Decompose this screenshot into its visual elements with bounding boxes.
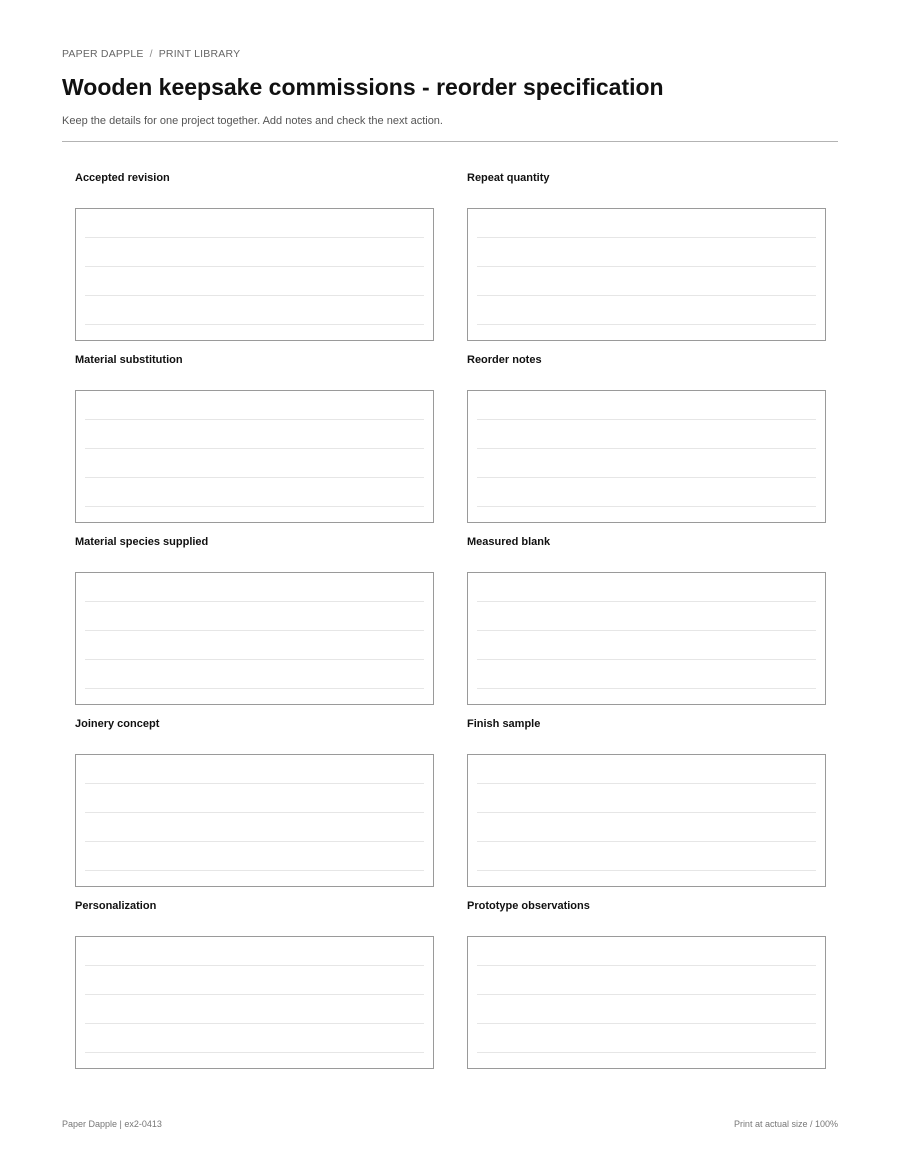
field-label: Material species supplied xyxy=(75,536,209,548)
writing-line xyxy=(477,688,816,689)
writing-line xyxy=(477,506,816,507)
field-label: Personalization xyxy=(75,900,157,912)
writing-line xyxy=(477,630,816,631)
field-label: Reorder notes xyxy=(467,354,542,366)
writing-box[interactable] xyxy=(467,208,826,341)
field-label: Finish sample xyxy=(467,718,541,730)
writing-line xyxy=(85,630,424,631)
writing-line xyxy=(85,266,424,267)
field-reorder-notes xyxy=(467,354,826,521)
field-repeat-quantity xyxy=(467,172,826,339)
field-material-substitution xyxy=(75,354,434,521)
field-label: Measured blank xyxy=(467,536,551,548)
writing-line xyxy=(477,237,816,238)
writing-line xyxy=(85,841,424,842)
writing-line xyxy=(477,783,816,784)
field-joinery-concept xyxy=(75,718,434,885)
writing-box[interactable] xyxy=(467,936,826,1069)
footer-print-note: Print at actual size / 100% xyxy=(733,1119,838,1129)
writing-line xyxy=(85,237,424,238)
writing-line xyxy=(477,659,816,660)
field-label: Repeat quantity xyxy=(467,172,550,184)
writing-line xyxy=(85,812,424,813)
writing-line xyxy=(477,601,816,602)
breadcrumb xyxy=(62,48,240,60)
field-material-species-supplied xyxy=(75,536,434,703)
footer-doc-id: Paper Dapple | ex2-0413 xyxy=(62,1119,162,1129)
writing-line xyxy=(477,841,816,842)
field-prototype-observations xyxy=(467,900,826,1067)
writing-line xyxy=(85,295,424,296)
writing-box[interactable] xyxy=(75,936,434,1069)
writing-line xyxy=(477,1023,816,1024)
writing-line xyxy=(85,324,424,325)
writing-line xyxy=(477,477,816,478)
writing-line xyxy=(85,783,424,784)
writing-box[interactable] xyxy=(467,754,826,887)
writing-box[interactable] xyxy=(75,754,434,887)
writing-line xyxy=(477,1052,816,1053)
field-accepted-revision xyxy=(75,172,434,339)
field-label: Material substitution xyxy=(75,354,183,366)
writing-line xyxy=(85,688,424,689)
writing-line xyxy=(85,506,424,507)
writing-box[interactable] xyxy=(467,572,826,705)
writing-line xyxy=(85,965,424,966)
writing-line xyxy=(477,324,816,325)
writing-line xyxy=(85,448,424,449)
writing-box[interactable] xyxy=(75,390,434,523)
writing-line xyxy=(85,1023,424,1024)
writing-line xyxy=(85,601,424,602)
writing-line xyxy=(85,870,424,871)
writing-line xyxy=(477,965,816,966)
writing-line xyxy=(477,266,816,267)
writing-line xyxy=(85,659,424,660)
writing-line xyxy=(85,1052,424,1053)
writing-box[interactable] xyxy=(75,208,434,341)
breadcrumb-item-brand: PAPER DAPPLE xyxy=(62,48,144,60)
breadcrumb-separator: / xyxy=(149,48,153,60)
field-label: Accepted revision xyxy=(75,172,170,184)
writing-line xyxy=(85,994,424,995)
writing-line xyxy=(477,448,816,449)
field-label: Joinery concept xyxy=(75,718,160,730)
field-finish-sample xyxy=(467,718,826,885)
writing-line xyxy=(477,994,816,995)
field-personalization xyxy=(75,900,434,1067)
writing-line xyxy=(477,295,816,296)
writing-line xyxy=(477,419,816,420)
writing-box[interactable] xyxy=(467,390,826,523)
fields-grid xyxy=(75,172,826,1067)
breadcrumb-item-library: PRINT LIBRARY xyxy=(158,48,241,60)
field-label: Prototype observations xyxy=(467,900,590,912)
field-measured-blank xyxy=(467,536,826,703)
writing-line xyxy=(477,812,816,813)
page-subtitle: Keep the details for one project together. Add notes and check the next action. xyxy=(62,115,443,127)
writing-line xyxy=(85,477,424,478)
header-divider xyxy=(62,141,838,142)
page-title: Wooden keepsake commissions - reorder specification xyxy=(62,74,664,100)
writing-line xyxy=(85,419,424,420)
writing-box[interactable] xyxy=(75,572,434,705)
writing-line xyxy=(477,870,816,871)
